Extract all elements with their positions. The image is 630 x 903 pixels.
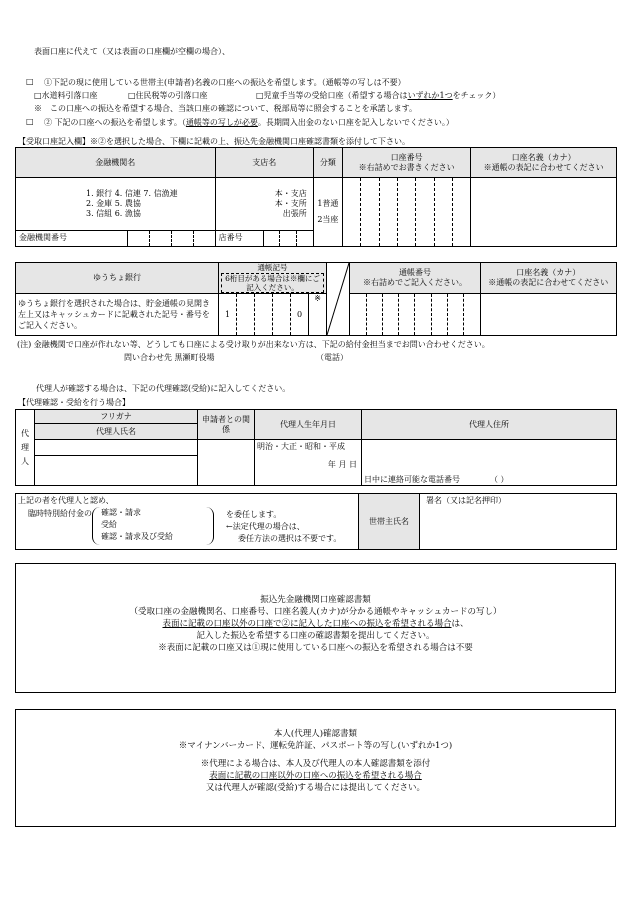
box1-line1: （受取口座の金融機関名、口座番号、口座名義人(カナ)が分かる通帳やキャッシュカードの写し）: [129, 607, 502, 617]
proxy-birth-header: 代理人生年月日: [255, 410, 362, 440]
box2-line3: 表面に記載の口座以外の口座への振込を希望される場合: [209, 771, 422, 781]
yucho-symbol-cell[interactable]: 1 0 ※: [219, 294, 327, 336]
option1-tax-checkbox[interactable]: □住民税等の引落口座: [128, 91, 208, 100]
proxy-name-header: 代理人氏名: [35, 424, 198, 440]
box1-line4: ※表面に記載の口座又は①現に使用している口座への振込を希望される場合は不要: [158, 643, 473, 653]
bank-type-cell[interactable]: 1. 銀行 4. 信連 7. 信漁連 2. 金庫 5. 農協 3. 信組 6. 漁協: [16, 178, 216, 231]
option1-text: ①下記の現に使用している世帯主(申請者)名義の口座への振込を希望します。（通帳等の写しは不要）: [44, 78, 406, 87]
delegation-option-3[interactable]: 確認・請求及び受給: [101, 532, 173, 541]
yucho-description: ゆうちょ銀行を選択された場合は、貯金通帳の見開き左上又はキャッシュカードに記載された記号・番号をご記入ください。: [16, 294, 219, 336]
proxy-birth-input[interactable]: 明治・大正・昭和・平成 年 月 日: [255, 440, 362, 486]
proxy-address-header: 代理人住所: [362, 410, 617, 440]
option2-text: ② 下記の口座への振込を希望します。（通帳等の写しが必要。長期間入出金のない口座を記入しないでください。）: [44, 118, 454, 127]
delegation-options[interactable]: [92, 507, 214, 545]
yucho-header-name: ゆうちょ銀行: [16, 263, 219, 294]
delegation-option-2[interactable]: 受給: [101, 520, 117, 529]
householder-signature[interactable]: 署名（又は記名押印）: [420, 494, 617, 550]
yucho-header-number: 通帳番号 ※右詰めでご記入ください。: [350, 263, 480, 294]
branch-type-cell[interactable]: 本・支店 本・支所 出張所: [215, 178, 313, 231]
householder-label: 世帯主氏名: [359, 494, 420, 550]
yucho-divider: [327, 263, 350, 336]
box1-line3: 記入した振込を希望する口座の確認書類を提出してください。: [196, 631, 435, 641]
proxy-furigana-header: フリガナ: [35, 410, 198, 424]
proxy-address-input[interactable]: 日中に連絡可能な電話番号 （ ）: [362, 440, 617, 486]
header-number: 口座番号 ※右詰めでお書きください: [342, 148, 470, 178]
yucho-header-symbol: 通帳記号 6桁目がある場合は※欄にご記入ください。: [219, 263, 327, 294]
branch-code-cell[interactable]: 店番号: [215, 230, 313, 246]
account-type-cell[interactable]: 1普通 2当座: [313, 178, 342, 247]
proxy-relation-input[interactable]: [198, 440, 255, 486]
bank-document-box: [15, 563, 616, 693]
yucho-header-holder: 口座名義（カナ） ※通帳の表記に合わせてください: [480, 263, 616, 294]
proxy-table: [15, 409, 617, 486]
header-type: 分類: [313, 148, 342, 178]
proxy-heading: 【代理確認・受給を行う場合】: [18, 398, 130, 407]
box1-title: 振込先金融機関口座確認書類: [260, 595, 371, 605]
proxy-side-label: 代 理 人: [16, 410, 35, 486]
option1-checkbox[interactable]: □: [26, 77, 34, 86]
id-document-box: [15, 709, 616, 827]
yucho-number-cell[interactable]: [350, 294, 480, 336]
option1-note: ※ この口座への振込を希望する場合、当該口座の確認について、税部局等に照会することを承諾します。: [34, 104, 418, 113]
option1-child-checkbox[interactable]: □児童手当等の受給口座（希望する場合はいずれか1つをチェック）: [256, 91, 501, 100]
delegation-table: [15, 493, 617, 550]
box1-line2: 表面に記載の口座以外の口座で②に記入した口座への振込を希望される場合は、: [162, 619, 469, 629]
option1-water-checkbox[interactable]: □水道料引落口座: [34, 91, 98, 100]
contact-tel: （電話）: [316, 353, 348, 362]
box2-line1: ※マイナンバーカード、運転免許証、パスポート等の写し(いずれか1つ): [178, 741, 453, 751]
yucho-holder-cell[interactable]: [480, 294, 616, 336]
bank-code-cell[interactable]: 金融機関番号: [16, 230, 216, 246]
bank-table: [15, 147, 617, 247]
delegation-option-1[interactable]: 確認・請求: [101, 508, 141, 517]
yucho-table: [15, 262, 617, 336]
header-bank: 金融機関名: [16, 148, 216, 178]
proxy-furigana-input[interactable]: [35, 440, 198, 456]
proxy-intro: 代理人が確認する場合は、下記の代理確認(受給)に記入してください。: [36, 384, 291, 393]
box2-line4: 又は代理人が確認(受給)する場合には提出してください。: [205, 783, 426, 793]
box2-line2: ※代理による場合は、本人及び代理人の本人確認書類を添付: [200, 759, 431, 769]
box2-title: 本人(代理人)確認書類: [273, 729, 358, 739]
proxy-relation-header: 申請者との関係: [198, 410, 255, 440]
account-heading: 【受取口座記入欄】※②を選択した場合、下欄に記載の上、振込先金融機関口座確認書類を添付して下さい。: [18, 137, 410, 146]
intro-text: 表面口座に代えて（又は表面の口座欄が空欄の場合）、: [34, 47, 230, 56]
bank-note: (注) 金融機関で口座が作れない等、どうしても口座による受け取りが出来ない方は、下記の給付金担当までお問い合わせください。: [17, 340, 490, 349]
option2-checkbox[interactable]: □: [26, 117, 34, 126]
delegation-cell: 上記の者を代理人と認め、 臨時特別給付金の 確認・請求 受給 確認・請求及び受給 を委任します。 ←法定代理の場合は、 委任方法の選択は不要です。: [16, 494, 359, 550]
account-holder-cell[interactable]: [471, 178, 617, 247]
proxy-name-input[interactable]: [35, 456, 198, 486]
contact-label: 問い合わせ先 黒瀬町役場: [124, 353, 215, 362]
header-holder: 口座名義（カナ） ※通帳の表記に合わせてください: [471, 148, 617, 178]
header-branch: 支店名: [215, 148, 313, 178]
account-number-cell[interactable]: [342, 178, 470, 247]
